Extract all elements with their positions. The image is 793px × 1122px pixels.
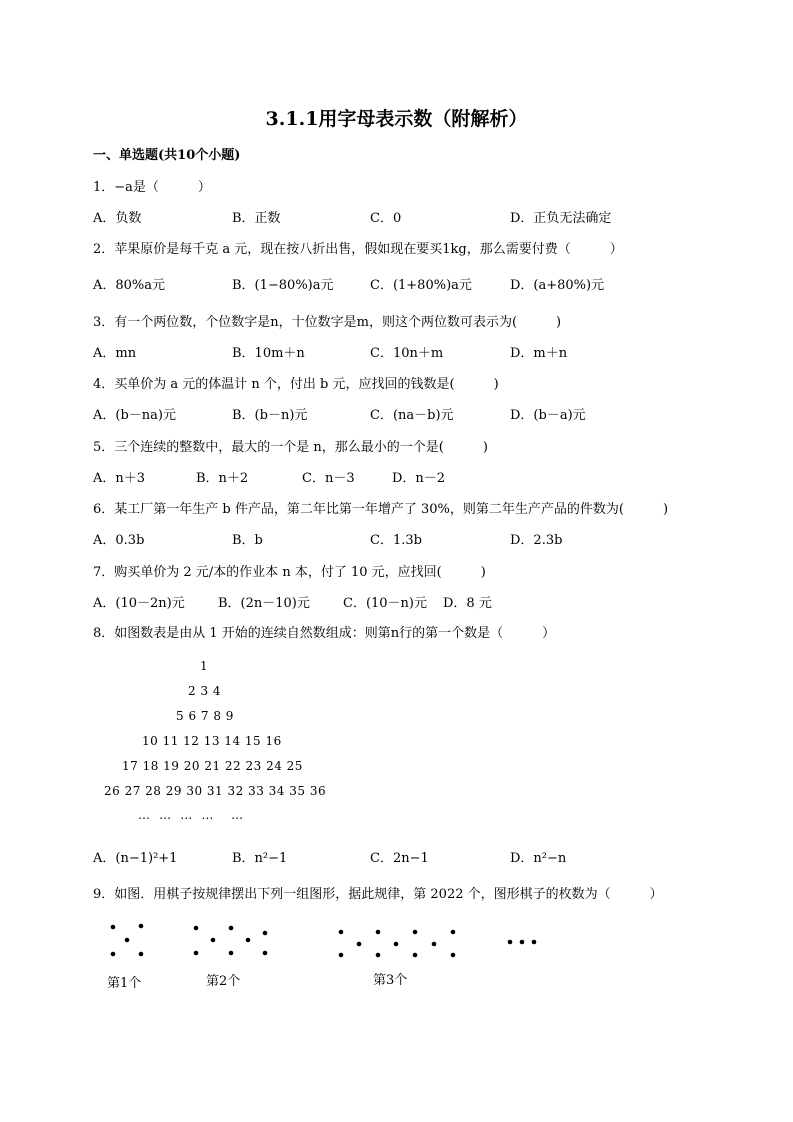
q7-option-a: A．(10－2n)元 [93, 596, 185, 611]
number-triangle-row-3: 5 6 7 8 9 [176, 709, 234, 723]
q2-option-a: A．80%a元 [93, 278, 166, 293]
q2-option-b: B．(1−80%)a元 [232, 278, 334, 293]
figure-2-dots [194, 926, 268, 956]
question-7-stem: 7．购买单价为 2 元/本的作业本 n 本，付了 10 元，应找回( ) [93, 565, 486, 580]
number-triangle-ellipsis: … … … … … [138, 808, 244, 822]
section-heading: 一、单选题(共10个小题) [93, 148, 241, 163]
q5-option-a: A．n＋3 [93, 471, 146, 486]
q8-option-a: A．(n−1)²+1 [93, 851, 178, 866]
q8-option-c: C．2n−1 [370, 851, 429, 866]
document-title: 3.1.1用字母表示数（附解析） [265, 108, 528, 130]
question-1-stem: 1．−a是（ ） [93, 180, 211, 195]
q6-option-b: B．b [232, 533, 263, 548]
q3-option-c: C．10n＋m [370, 346, 444, 361]
q3-option-d: D．m＋n [510, 346, 568, 361]
figure-3-caption: 第3个 [373, 973, 408, 988]
q6-option-d: D．2.3b [510, 533, 563, 548]
number-triangle-row-1: 1 [200, 659, 209, 673]
q8-option-d: D．n²−n [510, 851, 567, 866]
question-2-stem: 2．苹果原价是每千克 a 元，现在按八折出售，假如现在要买1kg，那么需要付费（ ） [93, 242, 623, 257]
question-8-stem: 8．如图数表是由从 1 开始的连续自然数组成：则第n行的第一个数是（ ） [93, 626, 556, 641]
number-triangle-row-6: 26 27 28 29 30 31 32 33 34 35 36 [104, 784, 327, 798]
question-5-stem: 5．三个连续的整数中，最大的一个是 n，那么最小的一个是( ) [93, 440, 488, 455]
q5-option-c: C．n－3 [302, 471, 355, 486]
q7-option-c: C．(10－n)元 [343, 596, 428, 611]
q4-option-b: B．(b－n)元 [232, 408, 308, 423]
number-triangle-row-5: 17 18 19 20 21 22 23 24 25 [122, 759, 303, 773]
q3-option-b: B．10m＋n [232, 346, 305, 361]
q4-option-d: D．(b－a)元 [510, 408, 586, 423]
q3-option-a: A．mn [93, 346, 137, 361]
number-triangle-row-4: 10 11 12 13 14 15 16 [142, 734, 282, 748]
q7-option-b: B．(2n－10)元 [218, 596, 310, 611]
q6-option-a: A．0.3b [93, 533, 145, 548]
q1-option-c: C．0 [370, 211, 402, 226]
q4-option-c: C．(na－b)元 [370, 408, 454, 423]
q8-option-b: B．n²−1 [232, 851, 288, 866]
figure-3-dots [339, 930, 456, 958]
q4-option-a: A．(b－na)元 [93, 408, 176, 423]
q7-option-d: D．8 元 [443, 596, 492, 611]
ellipsis-dots [508, 940, 537, 945]
question-3-stem: 3．有一个两位数，个位数字是n，十位数字是m，则这个两位数可表示为( ) [93, 315, 562, 330]
figure-1-dots [111, 924, 144, 957]
figure-1-caption: 第1个 [107, 976, 142, 991]
q1-option-a: A．负数 [93, 211, 142, 226]
question-6-stem: 6．某工厂第一年生产 b 件产品，第二年比第一年增产了 30%，则第二年生产产品的件数为( ) [93, 502, 669, 517]
q2-option-c: C．(1+80%)a元 [370, 278, 472, 293]
number-triangle-row-2: 2 3 4 [188, 684, 222, 698]
q1-option-d: D．正负无法确定 [510, 211, 612, 226]
question-9-stem: 9．如图．用棋子按规律摆出下列一组图形，据此规律，第 2022 个，图形棋子的枚数为（ ） [93, 887, 663, 902]
q1-option-b: B．正数 [232, 211, 281, 226]
q5-option-d: D．n－2 [392, 471, 446, 486]
q5-option-b: B．n＋2 [196, 471, 249, 486]
question-4-stem: 4．买单价为 a 元的体温计 n 个，付出 b 元，应找回的钱数是( ) [93, 377, 499, 392]
figure-2-caption: 第2个 [206, 974, 241, 989]
q6-option-c: C．1.3b [370, 533, 422, 548]
q2-option-d: D．(a+80%)元 [510, 278, 605, 293]
